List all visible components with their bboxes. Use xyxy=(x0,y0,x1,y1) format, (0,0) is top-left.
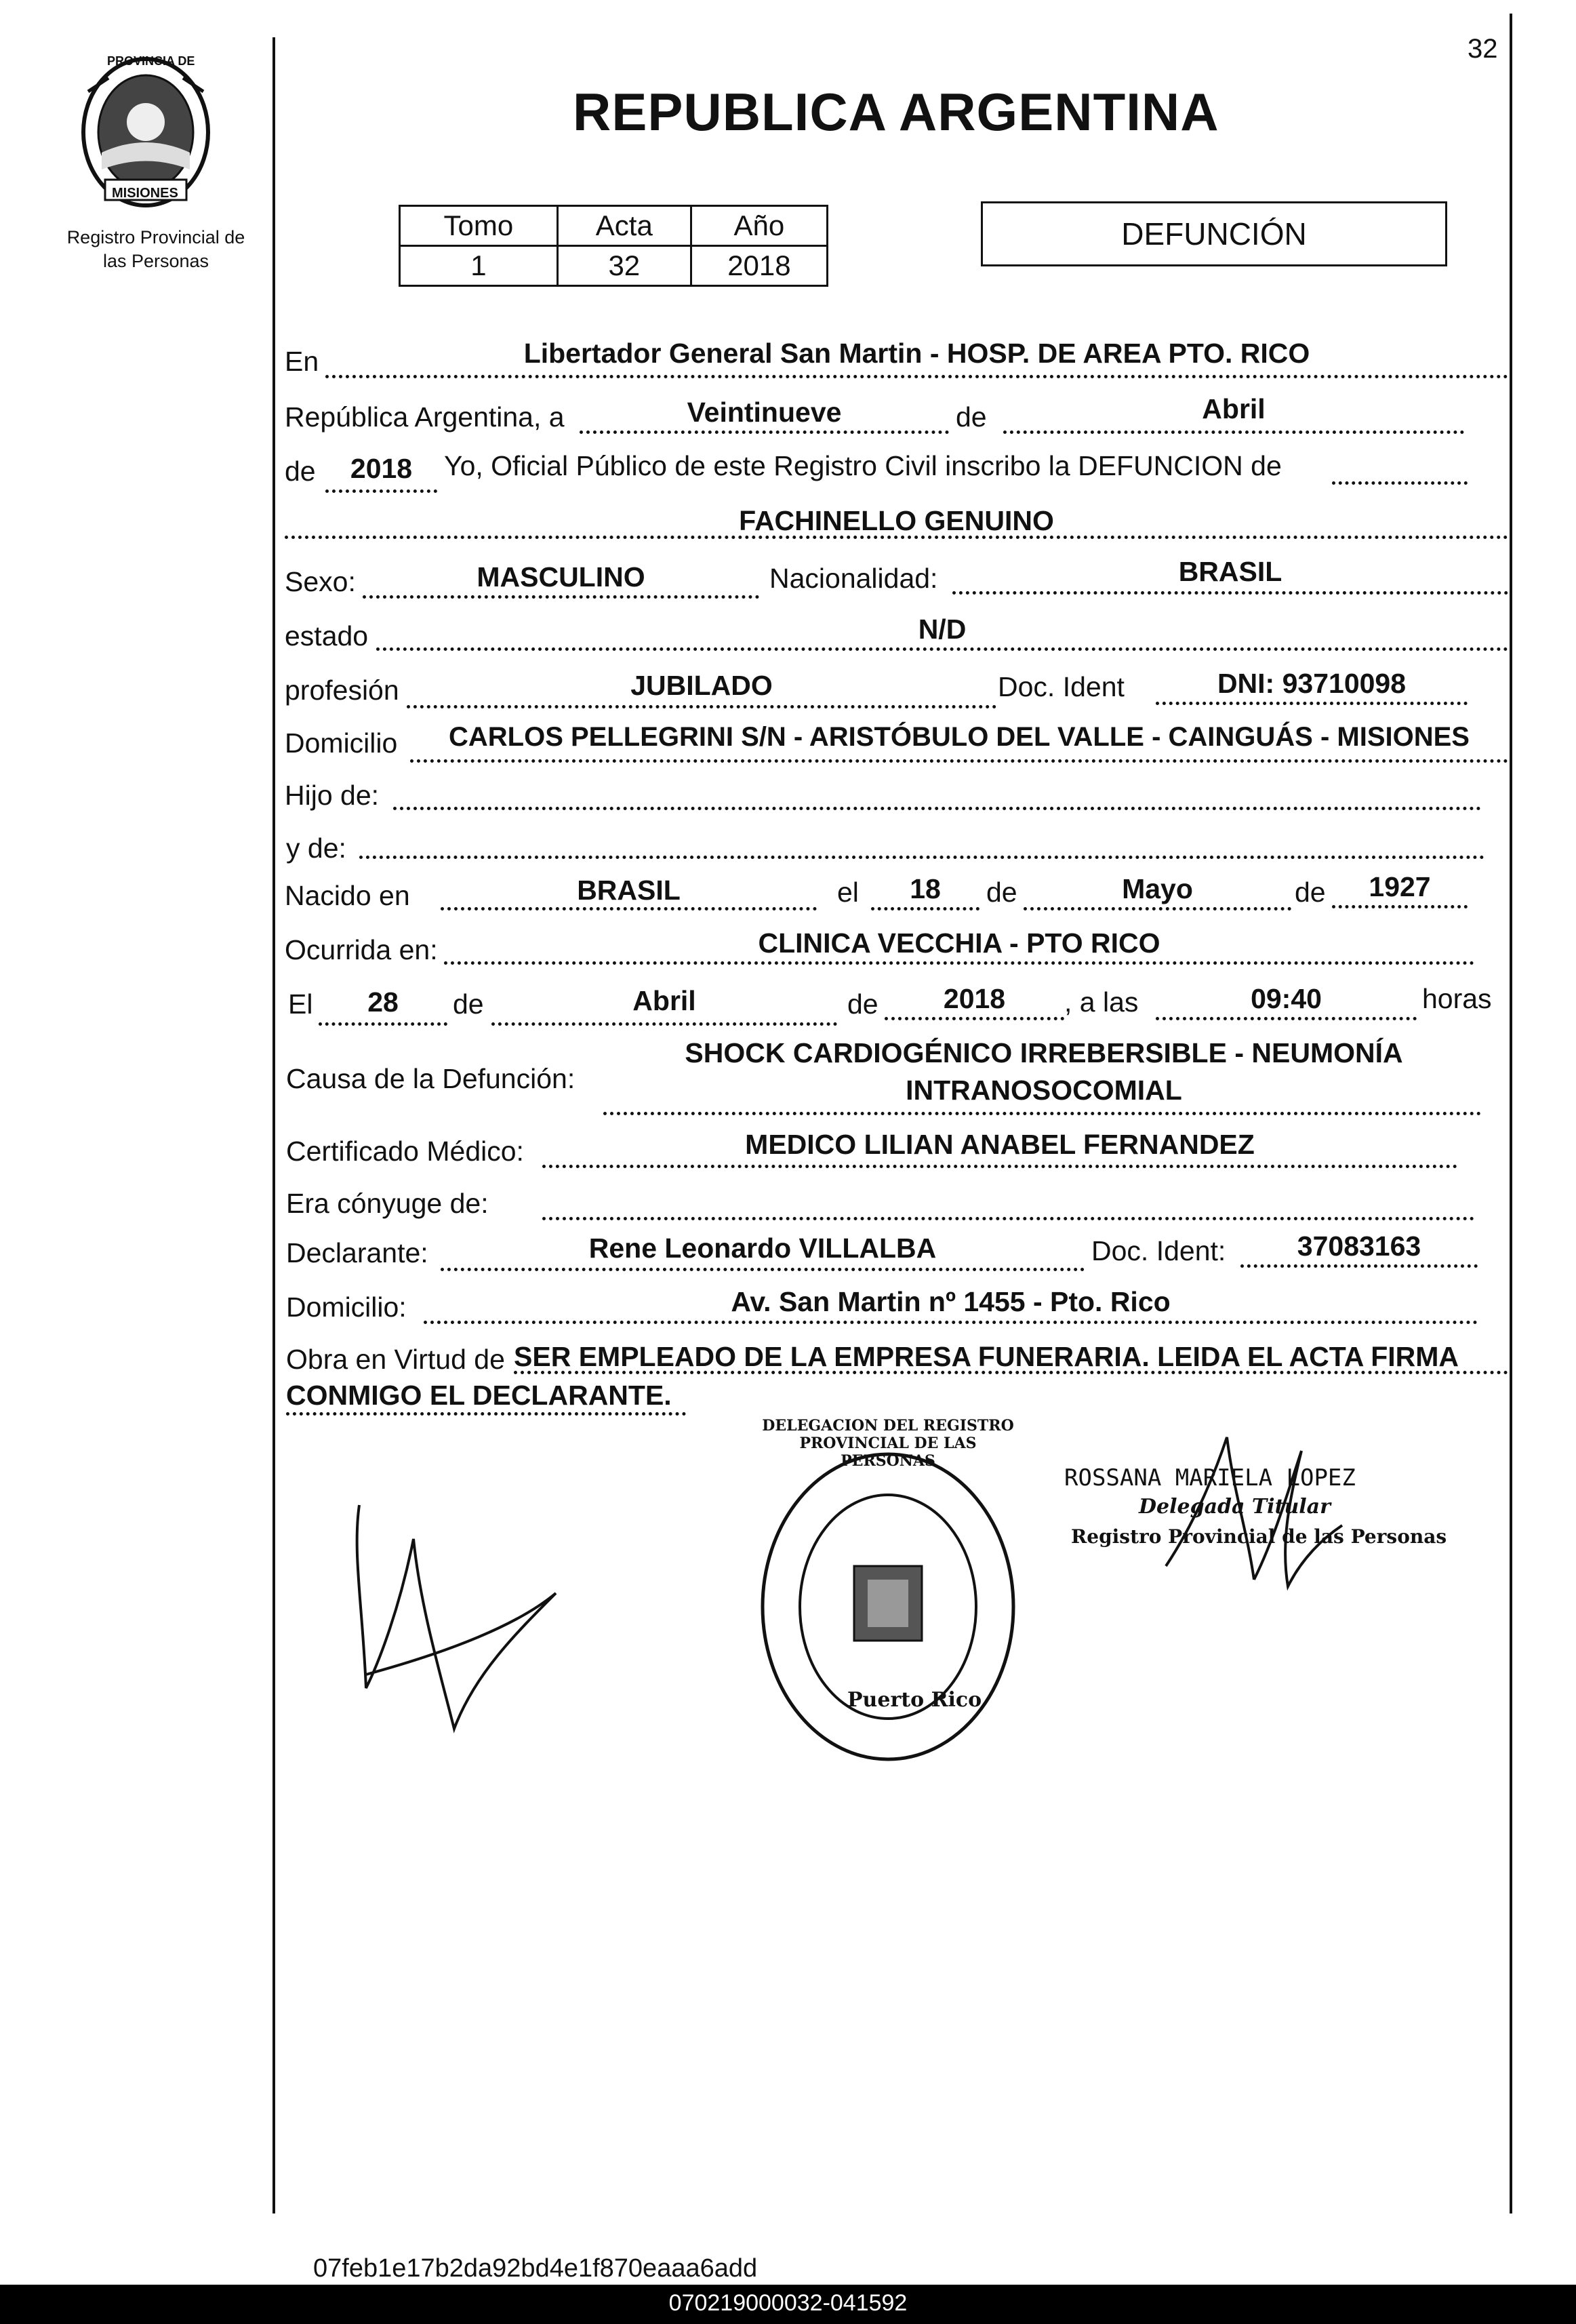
profesion-value: JUBILADO xyxy=(630,670,773,701)
lugar-value: Libertador General San Martin - HOSP. DE AREA PTO. RICO xyxy=(523,338,1310,369)
dotted-line xyxy=(1024,907,1291,910)
de-label: de xyxy=(1295,877,1326,908)
dotted-line xyxy=(441,1268,1085,1271)
de-label: de xyxy=(847,988,878,1020)
estado-value: N/D xyxy=(918,614,967,645)
left-margin-line xyxy=(272,37,275,2213)
defuncion-mes-value: Abril xyxy=(632,985,696,1016)
de-label: de xyxy=(453,988,484,1020)
domicilio2-label: Domicilio: xyxy=(286,1291,407,1323)
acta-table xyxy=(399,205,828,287)
stamp-inner-text: Puerto Rico xyxy=(847,1688,982,1712)
dotted-line xyxy=(1332,905,1468,908)
doc-ident2-label: Doc. Ident: xyxy=(1091,1235,1226,1266)
table-header-acta: Acta xyxy=(557,206,691,246)
dotted-line xyxy=(441,907,817,910)
dotted-line xyxy=(603,1112,1481,1115)
declarant-signature-icon xyxy=(339,1471,583,1742)
dotted-line xyxy=(1240,1264,1478,1268)
dotted-line xyxy=(376,647,1508,651)
dotted-line xyxy=(444,961,1474,965)
dotted-line xyxy=(1156,1017,1417,1020)
declarante-doc-value: 37083163 xyxy=(1297,1230,1421,1262)
hijo-de-label: Hijo de: xyxy=(285,780,380,811)
republica-label: República Argentina, a xyxy=(285,401,565,433)
hora-value: 09:40 xyxy=(1251,983,1322,1014)
dotted-line xyxy=(1156,702,1468,705)
ocurrida-label: Ocurrida en: xyxy=(285,934,438,965)
seal-top-text: PROVINCIA DE xyxy=(107,54,195,68)
official-title: Delegada Titular xyxy=(1139,1495,1331,1519)
nacimiento-anio-value: 1927 xyxy=(1369,871,1431,902)
dotted-line xyxy=(407,705,996,708)
doc-ident-value: DNI: 93710098 xyxy=(1217,668,1407,699)
declarante-value: Rene Leonardo VILLALBA xyxy=(588,1233,937,1264)
yo-text: Yo, Oficial Público de este Registro Civil inscribo la DEFUNCION de xyxy=(444,450,1282,481)
estado-label: estado xyxy=(285,620,369,652)
causa-line2-value: INTRANOSOCOMIAL xyxy=(906,1075,1182,1106)
dotted-line xyxy=(286,1412,686,1416)
de-label: de xyxy=(986,877,1017,908)
obra-line1-value: SER EMPLEADO DE LA EMPRESA FUNERARIA. LEIDA EL ACTA FIRMA xyxy=(514,1341,1459,1372)
el2-label: El xyxy=(288,988,313,1020)
declarante-label: Declarante: xyxy=(286,1237,428,1268)
doc-ident-label: Doc. Ident xyxy=(998,671,1125,702)
seal-bottom-text: MISIONES xyxy=(112,186,178,201)
domicilio-label: Domicilio xyxy=(285,727,398,759)
profesion-label: profesión xyxy=(285,675,399,706)
dotted-line xyxy=(952,591,1508,595)
registry-name-line1: Registro Provincial de xyxy=(66,227,245,247)
causa-line1-value: SHOCK CARDIOGÉNICO IRREBERSIBLE - NEUMONÍA xyxy=(685,1037,1403,1068)
anio-value: 2018 xyxy=(350,453,413,484)
en-label: En xyxy=(285,346,319,377)
ocurrida-en-value: CLINICA VECCHIA - PTO RICO xyxy=(758,927,1160,959)
domicilio-value: CARLOS PELLEGRINI S/N - ARISTÓBULO DEL VALLE - CAINGUÁS - MISIONES xyxy=(449,722,1470,752)
de-label: de xyxy=(285,456,316,487)
a-las-label: , a las xyxy=(1064,986,1139,1018)
right-margin-line xyxy=(1510,14,1512,2213)
official-signature-icon xyxy=(1152,1424,1356,1600)
document-type-box: DEFUNCIÓN xyxy=(981,201,1447,266)
dotted-line xyxy=(542,1165,1457,1168)
dotted-line xyxy=(359,856,1484,859)
dotted-line xyxy=(363,595,759,599)
defuncion-dia-value: 28 xyxy=(367,986,399,1018)
nacido-en-value: BRASIL xyxy=(577,875,681,906)
y-de-label: y de: xyxy=(286,833,346,864)
dotted-line xyxy=(580,430,949,434)
stamp-outer-text: DELEGACION DEL REGISTRO PROVINCIAL DE LAS PERSONAS xyxy=(762,1417,1014,1470)
nacimiento-mes-value: Mayo xyxy=(1122,873,1193,904)
dotted-line xyxy=(393,807,1481,810)
nacionalidad-label: Nacionalidad: xyxy=(769,563,938,594)
de-label: de xyxy=(956,401,987,433)
official-name: ROSSANA MARIELA LOPEZ xyxy=(1064,1464,1356,1491)
nombre-value: FACHINELLO GENUINO xyxy=(739,505,1054,536)
certificado-label: Certificado Médico: xyxy=(286,1136,524,1167)
nacido-en-label: Nacido en xyxy=(285,880,410,911)
table-header-tomo: Tomo xyxy=(400,206,558,246)
mes-value: Abril xyxy=(1202,393,1266,424)
tomo-value: 1 xyxy=(400,246,558,286)
dia-letras-value: Veintinueve xyxy=(687,397,842,428)
table-header-anio: Año xyxy=(691,206,827,246)
dotted-line xyxy=(885,1017,1064,1020)
official-office: Registro Provincial de las Personas xyxy=(1071,1525,1447,1548)
declarante-domicilio-value: Av. San Martin nº 1455 - Pto. Rico xyxy=(731,1286,1171,1317)
nacionalidad-value: BRASIL xyxy=(1178,556,1282,587)
dotted-line xyxy=(871,907,979,910)
causa-label: Causa de la Defunción: xyxy=(286,1063,575,1094)
conyuge-label: Era cónyuge de: xyxy=(286,1188,489,1219)
defuncion-anio-value: 2018 xyxy=(943,983,1006,1014)
document-hash: 07feb1e17b2da92bd4e1f870eaaa6add xyxy=(313,2254,758,2283)
dotted-line xyxy=(491,1022,837,1026)
dotted-line xyxy=(325,375,1508,378)
registry-stamp-icon xyxy=(752,1444,1024,1769)
nacimiento-dia-value: 18 xyxy=(910,873,941,904)
document-code: 070219000032-041592 xyxy=(668,2290,908,2316)
page-number: 32 xyxy=(1468,34,1498,64)
certificado-value: MEDICO LILIAN ANABEL FERNANDEZ xyxy=(745,1129,1255,1160)
horas-label: horas xyxy=(1422,983,1492,1014)
dotted-line xyxy=(1003,430,1464,434)
registry-name-line2: las Personas xyxy=(102,251,209,271)
el-label: el xyxy=(837,877,859,908)
dotted-line xyxy=(410,759,1508,763)
acta-value: 32 xyxy=(557,246,691,286)
dotted-line xyxy=(1332,481,1468,485)
obra-line2-value: CONMIGO EL DECLARANTE. xyxy=(286,1380,672,1411)
sexo-label: Sexo: xyxy=(285,566,356,597)
dotted-line xyxy=(325,489,437,493)
dotted-line xyxy=(319,1022,447,1026)
anio-value: 2018 xyxy=(691,246,827,286)
dotted-line xyxy=(424,1321,1478,1324)
page-title: REPUBLICA ARGENTINA xyxy=(573,82,1219,142)
sexo-value: MASCULINO xyxy=(477,561,645,593)
dotted-line xyxy=(542,1217,1474,1220)
dotted-line xyxy=(514,1371,1508,1374)
obra-label: Obra en Virtud de xyxy=(286,1344,505,1375)
